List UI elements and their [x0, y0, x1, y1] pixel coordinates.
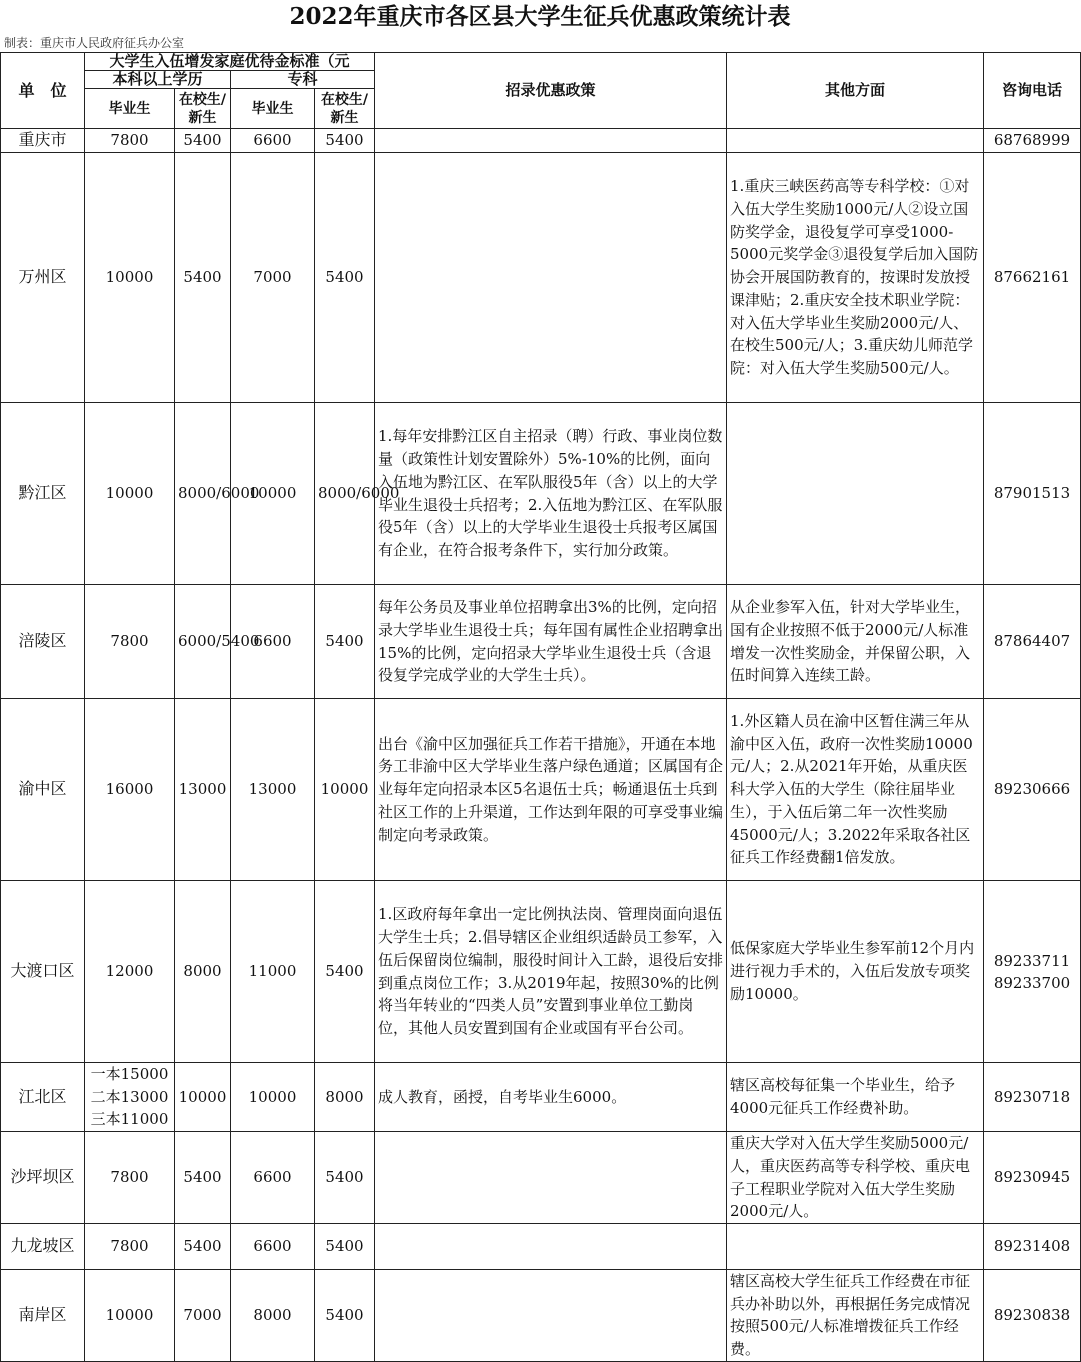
row-other: 1.外区籍人员在渝中区暂住满三年从渝中区入伍，政府一次性奖励10000元/人；2.从2021年开始，从重庆医科大学入伍的大学生（除往届毕业生），于入伍后第二年一次性奖励45000元/人；3.2022年采取各社区征兵工作经费翻1倍发放。	[727, 699, 984, 881]
table-row	[1, 1269, 1081, 1361]
row-phone-secondary: 89233700	[993, 973, 1071, 992]
row-bachelor-grad-line: 二本13000	[90, 1087, 169, 1106]
row-phone: 87662161	[984, 153, 1081, 403]
table-row	[1, 699, 1081, 881]
row-other: 低保家庭大学毕业生参军前12个月内进行视力手术的，入伍后发放专项奖励10000。	[727, 881, 984, 1063]
table-row	[1, 1223, 1081, 1269]
table-row	[1, 129, 1081, 153]
row-college-grad: 6600	[231, 1223, 315, 1269]
row-unit: 万州区	[1, 153, 85, 403]
row-policy	[375, 153, 727, 403]
row-bachelor-student: 8000/6000	[175, 403, 231, 585]
row-bachelor-grad: 16000	[85, 699, 175, 881]
row-college-student: 5400	[315, 1223, 375, 1269]
row-unit: 大渡口区	[1, 881, 85, 1063]
row-phone: 89230838	[984, 1269, 1081, 1361]
row-bachelor-grad: 10000	[85, 153, 175, 403]
header-college-student: 在校生/新生	[315, 89, 375, 129]
page-title: 2022年重庆市各区县大学生征兵优惠政策统计表	[289, 3, 791, 30]
header-bachelor: 本科以上学历	[85, 71, 231, 89]
row-college-student: 5400	[315, 585, 375, 699]
header-allowance: 大学生入伍增发家庭优待金标准（元	[85, 53, 375, 71]
row-other	[727, 129, 984, 153]
table-row	[1, 403, 1081, 585]
policy-table	[0, 52, 1081, 1362]
row-unit: 渝中区	[1, 699, 85, 881]
row-bachelor-student: 13000	[175, 699, 231, 881]
row-policy: 成人教育，函授，自考毕业生6000。	[375, 1063, 727, 1132]
row-unit: 黔江区	[1, 403, 85, 585]
row-college-grad: 11000	[231, 881, 315, 1063]
row-unit: 南岸区	[1, 1269, 85, 1361]
row-bachelor-student: 6000/5400	[175, 585, 231, 699]
row-phone: 89230945	[984, 1132, 1081, 1224]
row-bachelor-grad-line: 三本11000	[90, 1110, 169, 1129]
row-policy	[375, 1132, 727, 1224]
row-college-grad: 7000	[231, 153, 315, 403]
row-college-student: 5400	[315, 153, 375, 403]
row-policy	[375, 1223, 727, 1269]
row-college-grad: 10000	[231, 403, 315, 585]
row-policy: 出台《渝中区加强征兵工作若干措施》，开通在本地务工非渝中区大学毕业生落户绿色通道；区属国有企业每年定向招录本区5名退伍士兵；畅通退伍士兵到社区工作的上升渠道，工作达到年限的可享受事业编制定向考录政策。	[375, 699, 727, 881]
header-bachelor-student: 在校生/新生	[175, 89, 231, 129]
row-unit: 沙坪坝区	[1, 1132, 85, 1224]
row-bachelor-grad: 7800	[85, 129, 175, 153]
row-other: 重庆大学对入伍大学生奖励5000元/人，重庆医药高等专科学校、重庆电子工程职业学院对入伍大学生奖励2000元/人。	[727, 1132, 984, 1224]
row-college-student: 8000/6000	[315, 403, 375, 585]
row-college-grad: 10000	[231, 1063, 315, 1132]
row-unit: 重庆市	[1, 129, 85, 153]
row-other: 1.重庆三峡医药高等专科学校：①对入伍大学生奖励1000元/人②设立国防奖学金，退役复学可享受1000-5000元奖学金③退役复学后加入国防协会开展国防教育的，按课时发放授课津贴；2.重庆安全技术职业学院：对入伍大学毕业生奖励2000元/人、在校生500元/人；3.重庆幼儿师范学院：对入伍大学生奖励500元/人。	[727, 153, 984, 403]
row-unit: 九龙坡区	[1, 1223, 85, 1269]
row-phone	[984, 881, 1081, 1063]
row-phone: 89231408	[984, 1223, 1081, 1269]
table-row	[1, 153, 1081, 403]
header-college-grad: 毕业生	[231, 89, 315, 129]
header-other: 其他方面	[727, 53, 984, 129]
row-policy	[375, 129, 727, 153]
row-policy: 1.区政府每年拿出一定比例执法岗、管理岗面向退伍大学生士兵；2.倡导辖区企业组织适龄员工参军，入伍后保留岗位编制，服役时间计入工龄，退役后安排到重点岗位工作；3.从2019年起，按照30%的比例将当年转业的“四类人员”安置到事业单位工勤岗位，其他人员安置到国有企业或国有平台公司。	[375, 881, 727, 1063]
row-college-grad: 6600	[231, 1132, 315, 1224]
row-phone: 87901513	[984, 403, 1081, 585]
row-phone-primary: 89233711	[993, 951, 1071, 970]
row-bachelor-student: 5400	[175, 1132, 231, 1224]
row-bachelor-student: 5400	[175, 153, 231, 403]
row-policy	[375, 1269, 727, 1361]
header-phone: 咨询电话	[984, 53, 1081, 129]
row-phone: 68768999	[984, 129, 1081, 153]
table-row	[1, 585, 1081, 699]
row-other	[727, 403, 984, 585]
header-college: 专科	[231, 71, 375, 89]
row-college-grad: 6600	[231, 585, 315, 699]
table-maker: 制表：重庆市人民政府征兵办公室	[4, 36, 185, 50]
header-unit: 单 位	[1, 53, 85, 129]
row-college-student: 5400	[315, 881, 375, 1063]
row-bachelor-grad: 7800	[85, 1132, 175, 1224]
row-bachelor-grad: 10000	[85, 1269, 175, 1361]
table-row	[1, 1063, 1081, 1132]
row-phone: 89230718	[984, 1063, 1081, 1132]
row-policy: 每年公务员及事业单位招聘拿出3%的比例，定向招录大学毕业生退役士兵；每年国有属性企业招聘拿出15%的比例，定向招录大学毕业生退役士兵（含退役复学完成学业的大学生士兵）。	[375, 585, 727, 699]
row-other: 辖区高校每征集一个毕业生，给予4000元征兵工作经费补助。	[727, 1063, 984, 1132]
row-bachelor-student: 8000	[175, 881, 231, 1063]
row-bachelor-grad	[85, 1063, 175, 1132]
row-bachelor-student: 5400	[175, 129, 231, 153]
row-bachelor-grad: 7800	[85, 1223, 175, 1269]
row-bachelor-grad: 12000	[85, 881, 175, 1063]
row-college-student: 5400	[315, 1269, 375, 1361]
header-bachelor-grad: 毕业生	[85, 89, 175, 129]
row-college-student: 5400	[315, 1132, 375, 1224]
header-policy: 招录优惠政策	[375, 53, 727, 129]
row-college-grad: 8000	[231, 1269, 315, 1361]
row-college-grad: 13000	[231, 699, 315, 881]
row-other: 从企业参军入伍，针对大学毕业生，国有企业按照不低于2000元/人标准增发一次性奖励金，并保留公职，入伍时间算入连续工龄。	[727, 585, 984, 699]
row-college-student: 10000	[315, 699, 375, 881]
row-college-grad: 6600	[231, 129, 315, 153]
row-other: 辖区高校大学生征兵工作经费在市征兵办补助以外，再根据任务完成情况按照500元/人标准增拨征兵工作经费。	[727, 1269, 984, 1361]
row-college-student: 8000	[315, 1063, 375, 1132]
row-unit: 涪陵区	[1, 585, 85, 699]
row-bachelor-grad: 10000	[85, 403, 175, 585]
row-bachelor-student: 5400	[175, 1223, 231, 1269]
row-bachelor-grad-line: 一本15000	[90, 1065, 169, 1083]
row-bachelor-student: 10000	[175, 1063, 231, 1132]
row-bachelor-student: 7000	[175, 1269, 231, 1361]
row-other	[727, 1223, 984, 1269]
row-college-student: 5400	[315, 129, 375, 153]
row-phone: 87864407	[984, 585, 1081, 699]
table-row	[1, 881, 1081, 1063]
row-phone: 89230666	[984, 699, 1081, 881]
row-unit: 江北区	[1, 1063, 85, 1132]
row-bachelor-grad: 7800	[85, 585, 175, 699]
row-policy: 1.每年安排黔江区自主招录（聘）行政、事业岗位数量（政策性计划安置除外）5%-10%的比例，面向入伍地为黔江区、在军队服役5年（含）以上的大学毕业生退役士兵招考；2.入伍地为黔江区、在军队服役5年（含）以上的大学毕业生退役士兵报考区属国有企业，在符合报考条件下，实行加分政策。	[375, 403, 727, 585]
table-row	[1, 1132, 1081, 1224]
